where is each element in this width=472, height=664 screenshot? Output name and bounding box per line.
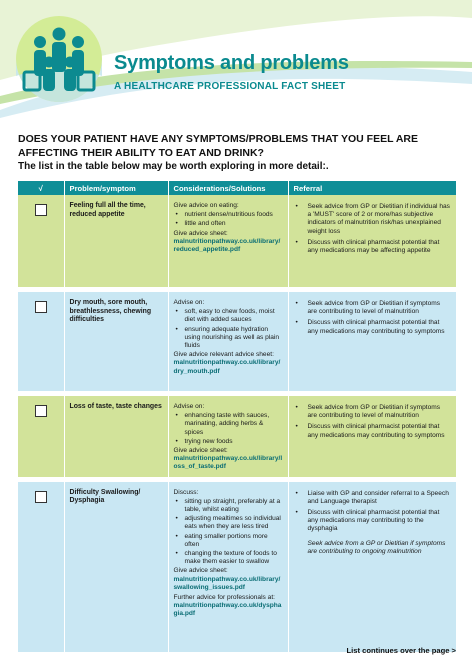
- advice-list: [174, 308, 283, 350]
- advice-intro: Give advice on eating:: [173, 202, 239, 209]
- advice-item: • enhancing taste with sauces, marinating, adding herbs & spices: [174, 412, 283, 437]
- problem-cell: [64, 195, 168, 287]
- referral-list: [294, 300, 452, 336]
- advice-list: [174, 412, 283, 446]
- advice-item: • adjusting mealtimes so individual eats when they are less tired: [174, 515, 283, 531]
- further-advice-label: Further advice for professionals at:: [173, 594, 276, 602]
- continues-over-page-note: List continues over the page >: [346, 646, 456, 655]
- table-row: [18, 396, 456, 477]
- problem-cell: [64, 482, 168, 652]
- advice-item: • nutrient dense/nutritious foods: [174, 211, 283, 219]
- referral-cell: [288, 482, 456, 652]
- referral-list: [294, 203, 452, 255]
- problem-label: Dry mouth, sore mouth, breathlessness, chewing difficulties: [69, 299, 152, 324]
- referral-item: • Seek advice from GP or Dietitian if individual has a 'MUST' score of 2 or more/has subjective indicators of malnutrition risk/has unexplained weight loss: [294, 203, 452, 236]
- problem-label: Feeling full all the time, reduced appetite: [69, 202, 146, 218]
- table-row: [18, 482, 456, 652]
- column-header-problem: Problem/symptom: [64, 181, 168, 195]
- page-title: Symptoms and problems: [114, 52, 349, 74]
- advice-sheet-label: Give advice sheet:: [173, 567, 228, 575]
- row-checkbox[interactable]: [35, 491, 47, 503]
- considerations-cell: [168, 396, 288, 477]
- further-advice-link[interactable]: malnutritionpathway.co.uk/dysphagia.pdf: [173, 602, 282, 618]
- advice-intro: Advise on:: [173, 403, 205, 410]
- table-header-row: [18, 181, 456, 195]
- advice-item: • little and often: [174, 220, 283, 228]
- problem-label: Difficulty Swallowing/ Dysphagia: [69, 488, 141, 505]
- referral-item: • Discuss with clinical pharmacist potential that any medications may contributing to the dysphagia: [294, 509, 452, 534]
- referral-item: • Seek advice from GP or Dietitian if symptoms are contributing to level of malnutrition: [294, 300, 452, 316]
- advice-sheet-label: Give advice sheet:: [173, 229, 228, 237]
- considerations-cell: [168, 482, 288, 652]
- advice-item: • eating smaller portions more often: [174, 533, 283, 549]
- considerations-cell: [168, 195, 288, 287]
- problem-cell: [64, 292, 168, 391]
- table-row: [18, 292, 456, 391]
- people-group-logo-icon: [14, 14, 104, 104]
- referral-item: • Discuss with clinical pharmacist potential that any medications may be affecting appetite: [294, 239, 452, 255]
- advice-item: • ensuring adequate hydration using nourishing as well as plain fluids: [174, 326, 283, 351]
- referral-item: • Discuss with clinical pharmacist potential that any medications may contributing to symptoms: [294, 423, 452, 439]
- advice-sheet-label: Give advice relevant advice sheet:: [173, 351, 274, 359]
- column-header-check: √: [18, 181, 64, 195]
- advice-item: • sitting up straight, preferably at a table, whilst eating: [174, 498, 283, 514]
- advice-item: • changing the texture of foods to make them easier to swallow: [174, 550, 283, 566]
- column-header-referral: Referral: [288, 181, 456, 195]
- column-header-considerations: Considerations/Solutions: [168, 181, 288, 195]
- advice-item: • trying new foods: [174, 438, 283, 446]
- referral-item: • Seek advice from GP or Dietitian if symptoms are contributing to level of malnutrition: [294, 404, 452, 420]
- advice-sheet-link[interactable]: malnutritionpathway.co.uk/library/swallowing_issues.pdf: [173, 575, 281, 591]
- referral-list: [294, 404, 452, 440]
- advice-intro: Advise on:: [173, 299, 205, 306]
- referral-cell: [288, 396, 456, 477]
- row-checkbox[interactable]: [35, 204, 47, 216]
- advice-sheet-link[interactable]: malnutritionpathway.co.uk/library/dry_mouth.pdf: [173, 359, 281, 375]
- advice-sheet-link[interactable]: malnutritionpathway.co.uk/library/reduced_appetite.pdf: [173, 237, 281, 254]
- row-checkbox[interactable]: [35, 405, 47, 417]
- row-checkbox[interactable]: [35, 301, 47, 313]
- referral-cell: [288, 292, 456, 391]
- problem-label: Loss of taste, taste changes: [69, 403, 162, 410]
- problem-cell: [64, 396, 168, 477]
- referral-list: [294, 490, 452, 534]
- referral-note: Seek advice from a GP or Dietitian if symptoms are contributing to ongoing malnutrition: [307, 539, 446, 555]
- check-cell: [18, 482, 64, 652]
- check-cell: [18, 396, 64, 477]
- advice-sheet-label: Give advice sheet:: [173, 447, 228, 455]
- table-row: [18, 195, 456, 287]
- referral-item: • Liaise with GP and consider referral to a Speech and Language therapist: [294, 490, 452, 506]
- symptoms-table: [18, 181, 456, 652]
- referral-item: • Discuss with clinical pharmacist potential that any medications may contributing to symptoms: [294, 319, 452, 335]
- advice-sheet-link[interactable]: malnutritionpathway.co.uk/library/loss_of_taste.pdf: [173, 455, 283, 471]
- intro-text: The list in the table below may be worth exploring in more detail:.: [18, 161, 329, 172]
- advice-item: • soft, easy to chew foods, moist diet with added sauces: [174, 308, 283, 324]
- check-cell: [18, 195, 64, 287]
- question-heading: DOES YOUR PATIENT HAVE ANY SYMPTOMS/PROBLEMS THAT YOU FEEL ARE AFFECTING THEIR ABILITY TO EAT AND DRINK?: [18, 133, 419, 159]
- check-cell: [18, 292, 64, 391]
- considerations-cell: [168, 292, 288, 391]
- advice-list: [174, 211, 283, 228]
- advice-intro: Discuss:: [173, 488, 199, 496]
- page-subtitle: A HEALTHCARE PROFESSIONAL FACT SHEET: [114, 81, 346, 92]
- advice-list: [174, 498, 283, 567]
- referral-cell: [288, 195, 456, 287]
